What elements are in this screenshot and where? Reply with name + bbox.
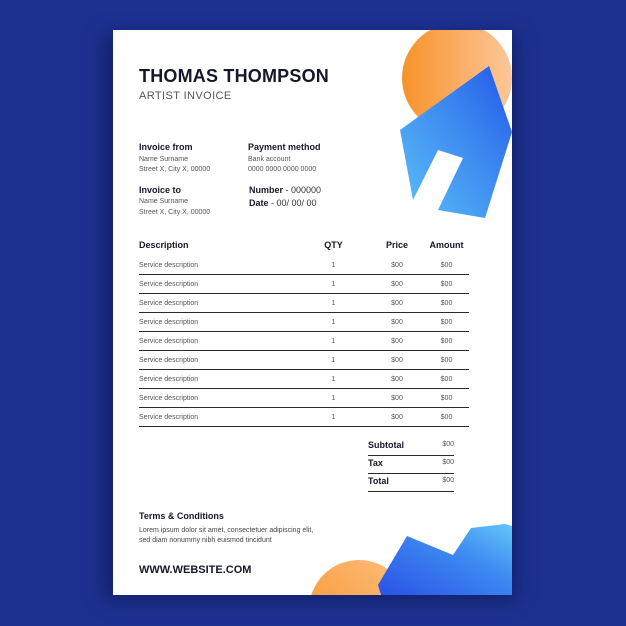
table-row: [139, 256, 469, 275]
row-description: Service description: [139, 313, 297, 332]
row-price: $00: [370, 332, 424, 351]
row-amount: $00: [424, 408, 469, 427]
table-row: [139, 332, 469, 351]
table-row: [139, 351, 469, 370]
table-row: [139, 408, 469, 427]
row-qty: 1: [297, 294, 370, 313]
row-price: $00: [370, 351, 424, 370]
blue-shape-bottom: [378, 524, 512, 595]
row-price: $00: [370, 256, 424, 275]
row-price: $00: [370, 370, 424, 389]
total-label: Total: [368, 476, 389, 486]
invoice-from-name: Name Surname: [139, 156, 189, 163]
bank-account-label: Bank account: [248, 156, 291, 163]
invoice-number: [249, 185, 321, 195]
row-description: Service description: [139, 294, 297, 313]
row-amount: $00: [424, 275, 469, 294]
subtotal-value: $00: [442, 441, 454, 448]
payment-method-heading: Payment method: [248, 142, 321, 152]
tax-value: $00: [442, 459, 454, 466]
artist-name: THOMAS THOMPSON: [139, 66, 329, 86]
date-label: Date: [249, 198, 269, 208]
col-description: Description: [139, 240, 189, 250]
row-price: $00: [370, 313, 424, 332]
number-label: Number: [249, 185, 284, 195]
row-description: Service description: [139, 351, 297, 370]
bank-account-number: 0000 0000 0000 0000: [248, 166, 317, 173]
row-amount: $00: [424, 351, 469, 370]
row-price: $00: [370, 389, 424, 408]
row-amount: $00: [424, 313, 469, 332]
row-amount: $00: [424, 332, 469, 351]
invoice-date: [249, 198, 317, 208]
table-row: [139, 294, 469, 313]
row-qty: 1: [297, 313, 370, 332]
table-row: [139, 389, 469, 408]
col-amount: Amount: [429, 240, 464, 250]
tax-label: Tax: [368, 458, 383, 468]
row-amount: $00: [424, 294, 469, 313]
invoice-to-address: Street X, City X, 00000: [139, 209, 211, 216]
col-price: Price: [385, 240, 409, 250]
invoice-from-address: Street X, City X, 00000: [139, 166, 211, 173]
row-qty: 1: [297, 256, 370, 275]
total-value: $00: [442, 477, 454, 484]
row-qty: 1: [297, 370, 370, 389]
row-price: $00: [370, 294, 424, 313]
row-description: Service description: [139, 332, 297, 351]
terms-text: Lorem ipsum dolor sit amet, consectetuer adipiscing elit, sed diam nonummy nibh euismod tincidunt: [139, 527, 314, 544]
row-qty: 1: [297, 389, 370, 408]
table-row: [139, 313, 469, 332]
table-row: [139, 370, 469, 389]
tax-row: [368, 456, 454, 474]
invoice-from-heading: Invoice from: [139, 142, 193, 152]
table-row: [139, 275, 469, 294]
terms-heading: Terms & Conditions: [139, 511, 224, 521]
row-description: Service description: [139, 389, 297, 408]
website-link: WWW.WEBSITE.COM: [139, 564, 252, 576]
row-amount: $00: [424, 370, 469, 389]
document-subtitle: ARTIST INVOICE: [139, 90, 232, 102]
row-qty: 1: [297, 332, 370, 351]
invoice-page: [113, 30, 512, 595]
row-qty: 1: [297, 408, 370, 427]
total-row: [368, 474, 454, 492]
row-price: $00: [370, 408, 424, 427]
row-description: Service description: [139, 408, 297, 427]
row-amount: $00: [424, 256, 469, 275]
col-qty: QTY: [324, 240, 343, 250]
subtotal-label: Subtotal: [368, 440, 404, 450]
row-qty: 1: [297, 275, 370, 294]
row-amount: $00: [424, 389, 469, 408]
date-value: - 00/ 00/ 00: [271, 198, 317, 208]
subtotal-row: [368, 438, 454, 456]
row-description: Service description: [139, 256, 297, 275]
invoice-to-name: Name Surname: [139, 198, 189, 205]
row-qty: 1: [297, 351, 370, 370]
row-description: Service description: [139, 370, 297, 389]
table-header-row: [139, 234, 469, 256]
line-items-table: [139, 234, 469, 427]
invoice-to-heading: Invoice to: [139, 185, 182, 195]
row-description: Service description: [139, 275, 297, 294]
number-value: - 000000: [285, 185, 322, 195]
row-price: $00: [370, 275, 424, 294]
